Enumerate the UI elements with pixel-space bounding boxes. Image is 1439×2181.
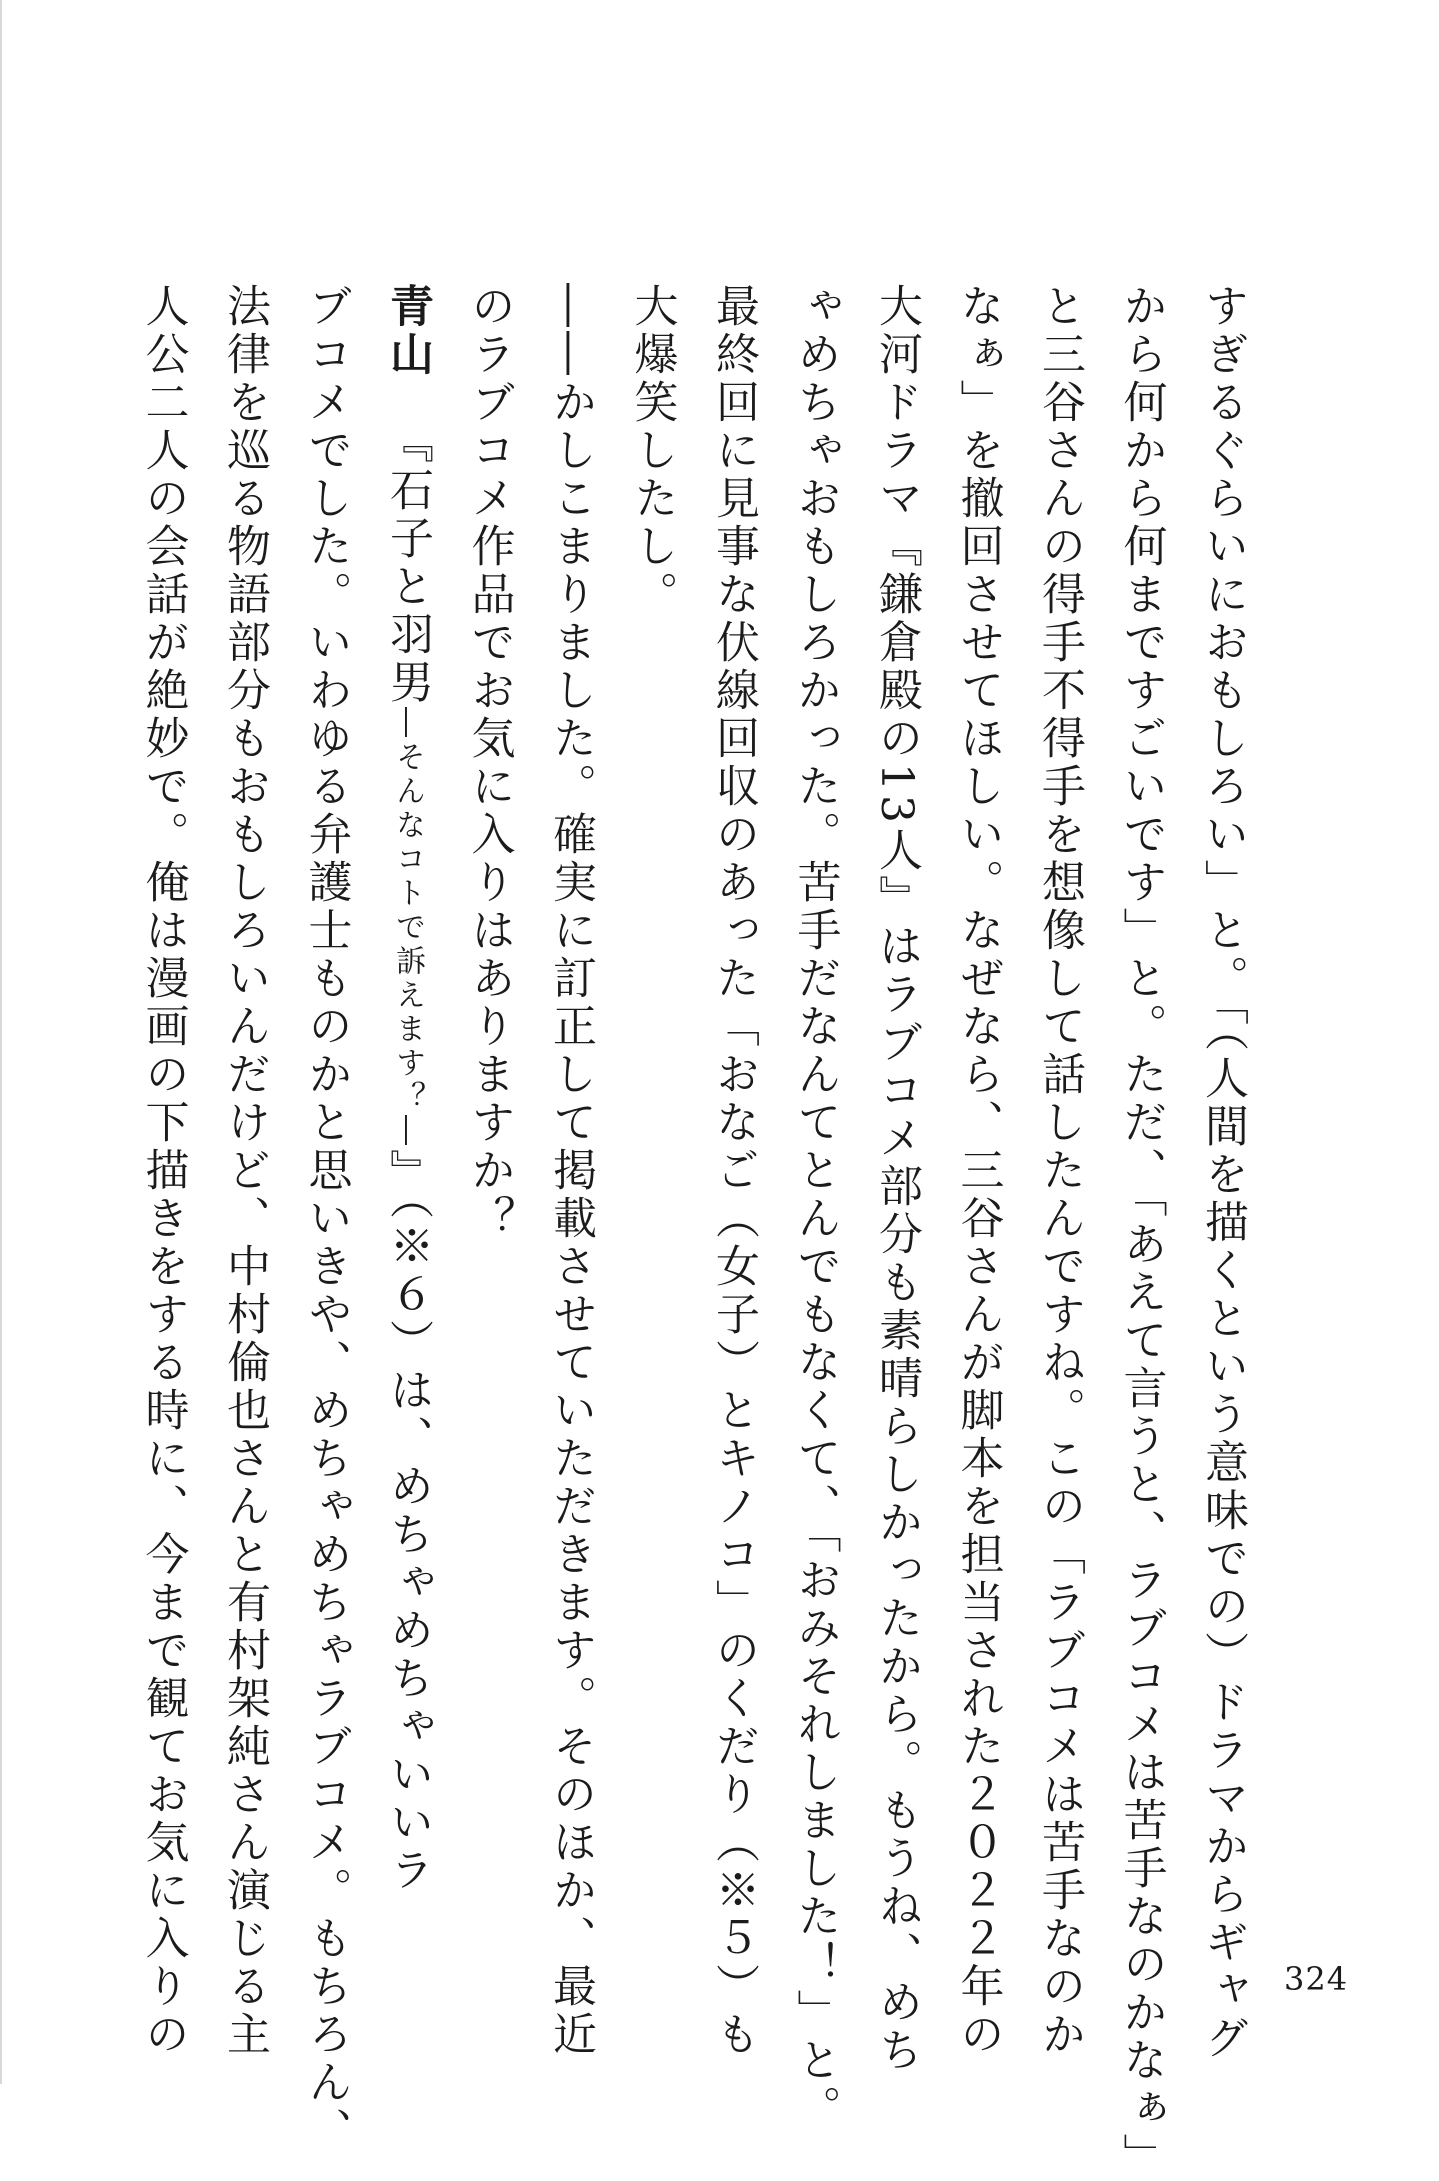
speaker-text-start: 『石子と羽男	[382, 419, 433, 707]
text-line-9: ――かしこまりました。確実に訂正して掲載させていただきます。そのほか、最近	[545, 283, 596, 2059]
text-line-2: から何から何まですごいです」と。ただ、「あえて言うと、ラブコメは苦手なのかなぁ」	[1115, 283, 1167, 2181]
text-line-3: と三谷さんの得手不得手を想像して話したんですね。この「ラブコメは苦手なのか	[1034, 283, 1085, 2059]
page-number: 324	[1284, 1960, 1349, 1998]
body-text	[137, 283, 1263, 2181]
text-line-14: 人公二人の会話が絶妙で。俺は漫画の下描きをする時に、今まで観てお気に入りの	[137, 283, 189, 2059]
title-subtitle: ―そんなコトで訴えます？―	[390, 707, 425, 1149]
text-line-6: ゃめちゃおもしろかった。苦手だなんてとんでもなくて、「おみそれしました！」と。	[789, 283, 841, 2133]
speaker-text-end: 』（※６）は、めちゃめちゃいいラ	[382, 1149, 433, 1895]
text-line-8: 大爆笑したし。	[626, 283, 678, 619]
text-line-5: 大河ドラマ『鎌倉殿の13人』はラブコメ部分も素晴らしかったから。もうね、めち	[871, 283, 922, 2075]
text-line-10: のラブコメ作品でお気に入りはありますか？	[463, 283, 515, 1243]
text-line-4: なぁ」を撤回させてほしい。なぜなら、三谷さんが脚本を担当された２０２２年の	[952, 283, 1004, 2059]
speaker-line	[367, 283, 449, 1895]
text-line-7: 最終回に見事な伏線回収のあった「おなご（女子）とキノコ」のくだり（※５）も	[708, 283, 759, 2059]
speaker-name: 青山	[382, 283, 433, 379]
text-line-1: すぎるぐらいにおもしろい」と。「（人間を描くという意味での）ドラマからギャグ	[1197, 283, 1248, 2063]
text-line-12: ブコメでした。いわゆる弁護士ものかと思いきや、めちゃめちゃラブコメ。もちろん、	[300, 283, 352, 2155]
text-line-13: 法律を巡る物語部分もおもしろいんだけど、中村倫也さんと有村架純さん演じる主	[219, 283, 270, 2059]
